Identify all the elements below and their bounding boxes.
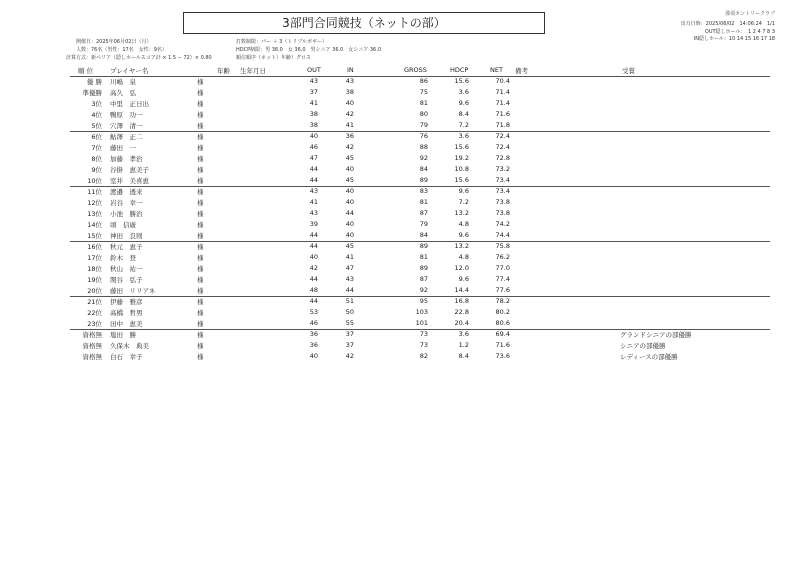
cell-in: 51 [345, 297, 354, 305]
table-header [70, 66, 770, 75]
cell-sama: 様 [197, 265, 204, 273]
cell-sama: 様 [197, 210, 204, 218]
cell-rank: 8位 [91, 155, 102, 163]
cell-in: 41 [345, 253, 354, 261]
cell-rank: 22位 [87, 309, 102, 317]
cell-net: 72.4 [495, 132, 510, 140]
cell-rank: 10位 [87, 177, 102, 185]
cell-in: 50 [345, 308, 354, 316]
cell-hdcp: 15.6 [454, 176, 469, 184]
cell-sama: 様 [197, 155, 204, 163]
cell-hdcp: 7.2 [458, 121, 469, 129]
cell-gross: 89 [419, 242, 428, 250]
cell-net: 75.8 [495, 242, 510, 250]
cell-net: 73.6 [495, 352, 510, 360]
cell-out: 43 [309, 209, 318, 217]
cell-net: 77.4 [495, 275, 510, 283]
cell-name: 塩田 勝 [110, 331, 136, 339]
page-title: 3部門合同競技（ネットの部） [183, 12, 545, 34]
cell-gross: 84 [419, 231, 428, 239]
player-count: 人数：76名（男性：17名 女性：9名） [76, 47, 167, 53]
cell-name: 岩谷 幸一 [110, 199, 143, 207]
cell-gross: 83 [419, 187, 428, 195]
table-row [70, 187, 770, 198]
cell-name: 秋元 恵子 [110, 243, 143, 251]
out-hidden-holes: OUT隠しホール： 1 2 4 7 8 3 [704, 29, 775, 35]
cell-sama: 様 [197, 177, 204, 185]
cell-in: 37 [345, 330, 354, 338]
cell-hdcp: 22.8 [454, 308, 469, 316]
cell-in: 43 [345, 275, 354, 283]
cell-in: 38 [345, 88, 354, 96]
cell-out: 43 [309, 187, 318, 195]
cell-in: 41 [345, 121, 354, 129]
header-out: OUT [307, 66, 321, 74]
table-row [70, 308, 770, 319]
cell-name: 田中 恵美 [110, 320, 143, 328]
cell-gross: 81 [419, 253, 428, 261]
header-gross: GROSS [404, 66, 427, 74]
cell-sama: 様 [197, 199, 204, 207]
cell-hdcp: 8.4 [458, 110, 469, 118]
cell-in: 40 [345, 220, 354, 228]
cell-gross: 101 [415, 319, 428, 327]
cell-sama: 様 [197, 144, 204, 152]
cell-gross: 76 [419, 132, 428, 140]
cell-net: 71.6 [495, 341, 510, 349]
cell-gross: 89 [419, 264, 428, 272]
cell-out: 39 [309, 220, 318, 228]
cell-net: 70.4 [495, 77, 510, 85]
cell-name: 渡邉 透来 [110, 188, 143, 196]
cell-in: 44 [345, 286, 354, 294]
cell-in: 40 [345, 99, 354, 107]
print-time: 出力日時：2025/06/02 14:06:24 1/1 [680, 21, 775, 27]
cell-hdcp: 14.4 [454, 286, 469, 294]
cell-hdcp: 3.6 [458, 88, 469, 96]
hdcp-limit: HDCP制限：男 36.0 女 36.0 男シニア 36.0 女シニア 36.0 [236, 47, 382, 53]
cell-gross: 79 [419, 121, 428, 129]
cell-net: 74.2 [495, 220, 510, 228]
cell-hdcp: 9.6 [458, 99, 469, 107]
cell-net: 73.4 [495, 187, 510, 195]
cell-hdcp: 16.8 [454, 297, 469, 305]
cell-out: 46 [309, 319, 318, 327]
cell-rank: 資格無 [82, 342, 102, 350]
cell-in: 45 [345, 176, 354, 184]
table-row [70, 198, 770, 209]
cell-rank: 21位 [87, 298, 102, 306]
cell-rank: 4位 [91, 111, 102, 119]
cell-gross: 79 [419, 220, 428, 228]
cell-net: 71.4 [495, 99, 510, 107]
table-row [70, 209, 770, 220]
table-row [70, 330, 770, 341]
cell-out: 36 [309, 341, 318, 349]
cell-name: 穴澤 清一 [110, 122, 143, 130]
cell-sama: 様 [197, 254, 204, 262]
cell-hdcp: 8.4 [458, 352, 469, 360]
cell-hdcp: 13.2 [454, 209, 469, 217]
cell-out: 41 [309, 99, 318, 107]
cell-in: 40 [345, 231, 354, 239]
cell-rank: 19位 [87, 276, 102, 284]
cell-sama: 様 [197, 232, 204, 240]
cell-sama: 様 [197, 166, 204, 174]
cell-net: 77.0 [495, 264, 510, 272]
cell-out: 44 [309, 165, 318, 173]
cell-name: 鴨原 功一 [110, 111, 143, 119]
cell-name: 中里 正日出 [110, 100, 149, 108]
cell-sama: 様 [197, 309, 204, 317]
cell-net: 74.4 [495, 231, 510, 239]
cell-in: 45 [345, 242, 354, 250]
cell-gross: 73 [419, 330, 428, 338]
cell-out: 37 [309, 88, 318, 96]
cell-net: 73.8 [495, 209, 510, 217]
cell-sama: 様 [197, 353, 204, 361]
cell-gross: 81 [419, 99, 428, 107]
cell-gross: 103 [415, 308, 428, 316]
table-row [70, 242, 770, 253]
cell-in: 42 [345, 143, 354, 151]
in-hidden-holes: IN隠しホール：10 14 15 16 17 18 [693, 36, 775, 42]
cell-hdcp: 1.2 [458, 341, 469, 349]
table-row [70, 253, 770, 264]
table-row [70, 99, 770, 110]
cell-gross: 80 [419, 110, 428, 118]
cell-rank: 準優勝 [82, 89, 102, 97]
cell-name: 頃 信廣 [110, 221, 136, 229]
cell-in: 42 [345, 110, 354, 118]
cell-award: レディースの部優勝 [620, 353, 678, 361]
cell-out: 43 [309, 77, 318, 85]
table-row [70, 297, 770, 308]
cell-hdcp: 4.8 [458, 220, 469, 228]
table-row [70, 275, 770, 286]
cell-rank: 14位 [87, 221, 102, 229]
cell-rank: 23位 [87, 320, 102, 328]
table-row [70, 341, 770, 352]
cell-sama: 様 [197, 100, 204, 108]
cell-out: 40 [309, 253, 318, 261]
cell-name: 川嶋 泉 [110, 78, 136, 86]
table-row [70, 110, 770, 121]
cell-out: 48 [309, 286, 318, 294]
table-row [70, 231, 770, 242]
cell-out: 44 [309, 231, 318, 239]
table-row [70, 154, 770, 165]
cell-net: 73.4 [495, 176, 510, 184]
cell-name: 室井 美喜恵 [110, 177, 149, 185]
cell-name: 小池 勝治 [110, 210, 143, 218]
table-row [70, 165, 770, 176]
header-net: NET [490, 66, 503, 74]
cell-sama: 様 [197, 89, 204, 97]
cell-in: 37 [345, 341, 354, 349]
header-age: 年齢 [217, 67, 230, 75]
cell-gross: 81 [419, 198, 428, 206]
cell-out: 46 [309, 143, 318, 151]
cell-sama: 様 [197, 320, 204, 328]
header-name: プレイヤー名 [110, 67, 149, 75]
cell-rank: 20位 [87, 287, 102, 295]
cell-hdcp: 15.6 [454, 77, 469, 85]
table-row [70, 319, 770, 330]
cell-out: 47 [309, 154, 318, 162]
table-row [70, 88, 770, 99]
tiebreak-order: 順位順序（ネット）年齢）グロス [236, 55, 312, 61]
cell-gross: 87 [419, 275, 428, 283]
cell-in: 40 [345, 165, 354, 173]
cell-sama: 様 [197, 221, 204, 229]
cell-rank: 6位 [91, 133, 102, 141]
header-rank: 順 位 [78, 67, 94, 75]
cell-hdcp: 9.6 [458, 275, 469, 283]
table-row [70, 286, 770, 297]
club-name: 那須カントリークラブ [724, 11, 775, 17]
cell-in: 42 [345, 352, 354, 360]
cell-out: 44 [309, 275, 318, 283]
cell-net: 76.2 [495, 253, 510, 261]
cell-rank: 資格無 [82, 353, 102, 361]
cell-sama: 様 [197, 287, 204, 295]
cell-hdcp: 7.2 [458, 198, 469, 206]
cell-in: 40 [345, 198, 354, 206]
header-note: 備考 [515, 67, 528, 75]
stroke-limit: 打数制限：パー ＋ 3（トリプルボギー） [236, 39, 328, 45]
cell-sama: 様 [197, 276, 204, 284]
cell-net: 71.8 [495, 121, 510, 129]
cell-name: 藤田 一 [110, 144, 136, 152]
cell-rank: 優 勝 [86, 78, 102, 86]
cell-net: 71.4 [495, 88, 510, 96]
header-in: IN [347, 66, 354, 74]
cell-in: 43 [345, 77, 354, 85]
cell-name: 伊藤 雅彦 [110, 298, 143, 306]
cell-name: 藤田 リリアネ [110, 287, 156, 295]
cell-hdcp: 15.6 [454, 143, 469, 151]
cell-hdcp: 13.2 [454, 242, 469, 250]
cell-name: 谷掛 恵美子 [110, 166, 149, 174]
cell-out: 44 [309, 297, 318, 305]
cell-net: 80.6 [495, 319, 510, 327]
cell-in: 47 [345, 264, 354, 272]
event-date: 開催日：2025年06月02日（月） [76, 39, 152, 45]
cell-name: 秋山 祐一 [110, 265, 143, 273]
cell-sama: 様 [197, 298, 204, 306]
cell-out: 38 [309, 121, 318, 129]
cell-rank: 13位 [87, 210, 102, 218]
cell-net: 77.6 [495, 286, 510, 294]
cell-hdcp: 4.8 [458, 253, 469, 261]
cell-name: 鮎澤 正二 [110, 133, 143, 141]
table-row [70, 220, 770, 231]
cell-gross: 92 [419, 286, 428, 294]
cell-out: 41 [309, 198, 318, 206]
cell-rank: 17位 [87, 254, 102, 262]
cell-gross: 73 [419, 341, 428, 349]
cell-out: 44 [309, 176, 318, 184]
table-row [70, 176, 770, 187]
cell-sama: 様 [197, 78, 204, 86]
cell-out: 40 [309, 352, 318, 360]
cell-out: 53 [309, 308, 318, 316]
cell-out: 44 [309, 242, 318, 250]
cell-net: 80.2 [495, 308, 510, 316]
cell-name: 鈴木 登 [110, 254, 136, 262]
table-row [70, 352, 770, 363]
cell-hdcp: 19.2 [454, 154, 469, 162]
cell-gross: 86 [419, 77, 428, 85]
cell-out: 42 [309, 264, 318, 272]
cell-gross: 89 [419, 176, 428, 184]
cell-out: 36 [309, 330, 318, 338]
table-row [70, 121, 770, 132]
cell-in: 55 [345, 319, 354, 327]
cell-sama: 様 [197, 243, 204, 251]
cell-rank: 5位 [91, 122, 102, 130]
cell-rank: 資格無 [82, 331, 102, 339]
cell-gross: 95 [419, 297, 428, 305]
cell-rank: 9位 [91, 166, 102, 174]
cell-hdcp: 20.4 [454, 319, 469, 327]
cell-rank: 3位 [91, 100, 102, 108]
cell-award: グランドシニアの部優勝 [620, 331, 692, 339]
cell-net: 71.6 [495, 110, 510, 118]
cell-net: 72.4 [495, 143, 510, 151]
header-birth: 生年月日 [240, 67, 266, 75]
cell-gross: 92 [419, 154, 428, 162]
cell-name: 加藤 孝治 [110, 155, 143, 163]
cell-award: シニアの部優勝 [620, 342, 666, 350]
cell-sama: 様 [197, 122, 204, 130]
table-row [70, 264, 770, 275]
table-row [70, 132, 770, 143]
cell-rank: 12位 [87, 199, 102, 207]
cell-net: 78.2 [495, 297, 510, 305]
cell-hdcp: 9.6 [458, 231, 469, 239]
cell-name: 白石 幸子 [110, 353, 143, 361]
table-row [70, 77, 770, 88]
cell-hdcp: 3.6 [458, 132, 469, 140]
cell-net: 73.8 [495, 198, 510, 206]
cell-in: 40 [345, 187, 354, 195]
cell-out: 38 [309, 110, 318, 118]
cell-gross: 88 [419, 143, 428, 151]
cell-rank: 15位 [87, 232, 102, 240]
cell-gross: 87 [419, 209, 428, 217]
cell-net: 69.4 [495, 330, 510, 338]
cell-name: 高橋 哲男 [110, 309, 143, 317]
cell-gross: 75 [419, 88, 428, 96]
cell-sama: 様 [197, 331, 204, 339]
cell-rank: 16位 [87, 243, 102, 251]
cell-hdcp: 3.6 [458, 330, 469, 338]
cell-sama: 様 [197, 111, 204, 119]
header-award: 受賞 [622, 67, 635, 75]
header-hdcp: HDCP [450, 66, 469, 74]
cell-in: 44 [345, 209, 354, 217]
cell-name: 高久 弘 [110, 89, 136, 97]
cell-gross: 84 [419, 165, 428, 173]
cell-name: 神田 良則 [110, 232, 143, 240]
calc-method: 計算方式：新ペリア（隠しホールスコア計 × 1.5 − 72）× 0.80 [66, 55, 212, 61]
cell-sama: 様 [197, 133, 204, 141]
cell-out: 40 [309, 132, 318, 140]
cell-name: 関谷 弘子 [110, 276, 143, 284]
cell-net: 72.8 [495, 154, 510, 162]
table-row [70, 143, 770, 154]
cell-hdcp: 12.0 [454, 264, 469, 272]
cell-rank: 7位 [91, 144, 102, 152]
cell-in: 45 [345, 154, 354, 162]
cell-hdcp: 10.8 [454, 165, 469, 173]
cell-rank: 18位 [87, 265, 102, 273]
cell-gross: 82 [419, 352, 428, 360]
cell-sama: 様 [197, 342, 204, 350]
cell-name: 久保木 典美 [110, 342, 149, 350]
cell-hdcp: 9.6 [458, 187, 469, 195]
cell-net: 73.2 [495, 165, 510, 173]
cell-in: 36 [345, 132, 354, 140]
cell-rank: 11位 [87, 188, 102, 196]
cell-sama: 様 [197, 188, 204, 196]
